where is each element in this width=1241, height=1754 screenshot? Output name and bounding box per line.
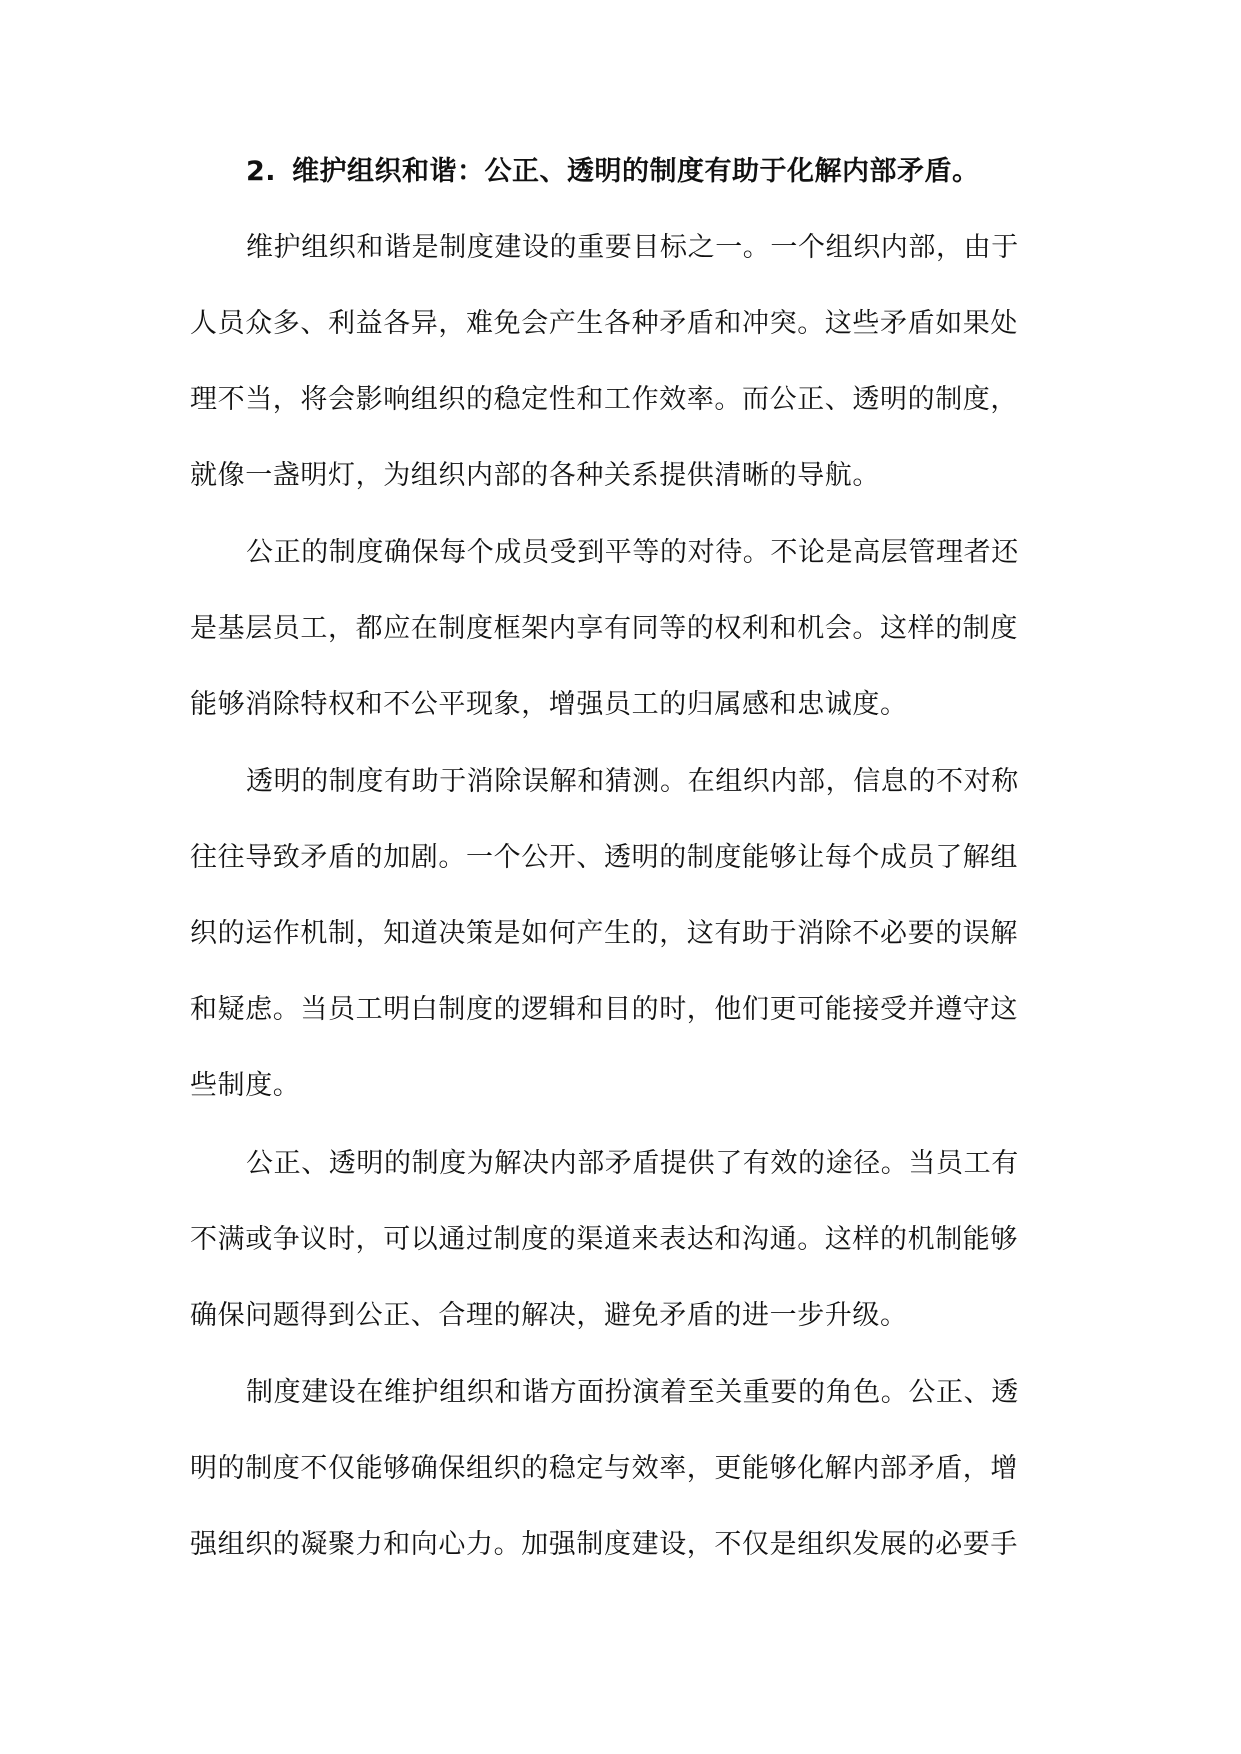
paragraph-line: 确保问题得到公正、合理的解决，避免矛盾的进一步升级。: [190, 1300, 908, 1331]
paragraph-line: 就像一盏明灯，为组织内部的各种关系提供清晰的导航。: [190, 460, 880, 491]
paragraph-fairness: [190, 515, 1056, 743]
paragraph-line: 不满或争议时，可以通过制度的渠道来表达和沟通。这样的机制能够: [190, 1224, 1018, 1255]
paragraph-line: 些制度。: [190, 1070, 301, 1101]
paragraph-line: 强组织的凝聚力和向心力。加强制度建设，不仅是组织发展的必要手: [190, 1529, 1018, 1560]
paragraph-conflict-resolution: [190, 1126, 1056, 1354]
paragraph-line: 透明的制度有助于消除误解和猜测。在组织内部，信息的不对称: [246, 766, 1019, 797]
paragraph-line: 人员众多、利益各异，难免会产生各种矛盾和冲突。这些矛盾如果处: [190, 308, 1018, 339]
paragraph-line: 织的运作机制，知道决策是如何产生的，这有助于消除不必要的误解: [190, 918, 1018, 949]
paragraph-organizational-harmony: [190, 210, 1056, 514]
paragraph-line: 公正、透明的制度为解决内部矛盾提供了有效的途径。当员工有: [246, 1148, 1019, 1179]
paragraph-line: 制度建设在维护组织和谐方面扮演着至关重要的角色。公正、透: [246, 1377, 1019, 1408]
section-title: 维护组织和谐：公正、透明的制度有助于化解内部矛盾。: [292, 156, 980, 187]
paragraph-line: 是基层员工，都应在制度框架内享有同等的权利和机会。这样的制度: [190, 613, 1018, 644]
paragraph-conclusion: [190, 1355, 1056, 1583]
paragraph-line: 能够消除特权和不公平现象，增强员工的归属感和忠诚度。: [190, 689, 908, 720]
paragraph-line: 维护组织和谐是制度建设的重要目标之一。一个组织内部，由于: [246, 232, 1019, 263]
paragraph-line: 和疑虑。当员工明白制度的逻辑和目的时，他们更可能接受并遵守这: [190, 994, 1018, 1025]
section-heading: [246, 148, 1106, 196]
section-number: 2.: [246, 156, 277, 187]
paragraph-line: 理不当，将会影响组织的稳定性和工作效率。而公正、透明的制度，: [190, 384, 1018, 415]
paragraph-line: 往往导致矛盾的加剧。一个公开、透明的制度能够让每个成员了解组: [190, 842, 1018, 873]
paragraph-line: 公正的制度确保每个成员受到平等的对待。不论是高层管理者还: [246, 537, 1019, 568]
paragraph-transparency: [190, 744, 1056, 1124]
paragraph-line: 明的制度不仅能够确保组织的稳定与效率，更能够化解内部矛盾，增: [190, 1453, 1018, 1484]
